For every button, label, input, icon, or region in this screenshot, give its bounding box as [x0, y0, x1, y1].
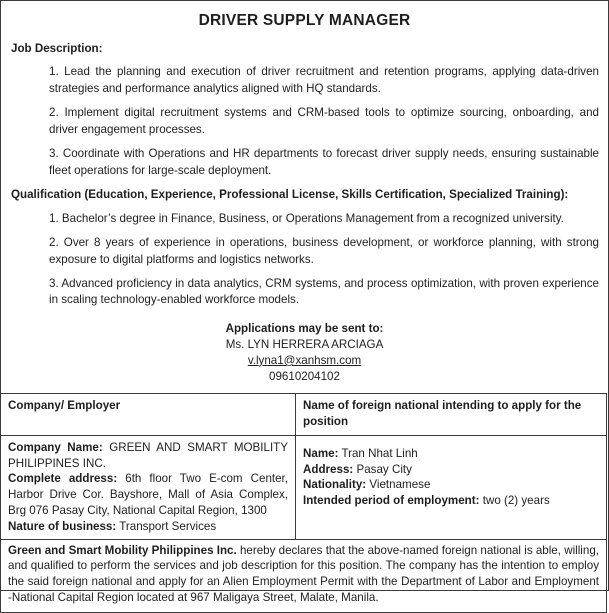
company-address-value: 6th floor Two E-com Center, Harbor Drive Cor. Bayshore, Mall of Asia Complex, Brg 076 Pasay City, National Capital Region, 1300 — [8, 472, 289, 517]
job-description-item: 2. Implement digital recruitment systems and CRM-based tools to optimize sourcing, onboarding, and driver engagement processes. — [49, 106, 599, 136]
business-nature-value: Transport Services — [119, 519, 217, 533]
applications-block — [1, 321, 608, 385]
qualification-heading: Qualification (Education, Experience, Professional License, Skills Certification, Specialized Training): — [11, 188, 569, 202]
nationality-label: Nationality: — [303, 478, 367, 492]
applications-heading: Applications may be sent to: — [225, 321, 384, 335]
employer-table — [0, 393, 607, 613]
foreign-national-column-header: Name of foreign national intending to apply for the position — [296, 394, 607, 436]
company-details-cell — [1, 435, 296, 539]
contact-email-link[interactable]: v.lyna1@xanhsm.com — [247, 353, 362, 367]
national-address-label: Address: — [303, 462, 354, 476]
employer-column-header: Company/ Employer — [1, 394, 296, 436]
qualification-item: 1. Bachelor’s degree in Finance, Business, or Operations Management from a recognized university. — [49, 211, 564, 225]
contact-phone: 09610204102 — [269, 369, 340, 383]
page-title: DRIVER SUPPLY MANAGER — [198, 12, 411, 29]
business-nature-label: Nature of business: — [8, 519, 117, 533]
qualification-item: 2. Over 8 years of experience in operations, business development, or workforce planning, with strong exposure to digital platforms and logistics networks. — [49, 236, 599, 266]
qualification-item: 3. Advanced proficiency in data analytics, CRM systems, and process optimization, with proven experience in scaling technology-enabled workforce models. — [49, 276, 599, 307]
nationality-value: Vietnamese — [369, 478, 431, 492]
employment-period-label: Intended period of employment: — [303, 494, 480, 508]
declaration-text: hereby declares that the above-named foreign national is able, willing, and qualified to perform the services and job description for this position. The company has the intention to employ the said foreign national and apply for an Alien Employment Permit with the Department of Labor and Employment -National Capital Region located at 967 Maligaya Street, Malate, Manila. — [8, 543, 599, 605]
job-description-item: 1. Lead the planning and execution of driver recruitment and retention programs, applying data-driven strategies and performance analytics aligned with HQ standards. — [49, 65, 599, 95]
contact-name: Ms. LYN HERRERA ARCIAGA — [225, 337, 384, 351]
declaration-cell — [1, 539, 607, 613]
national-name-value: Tran Nhat Linh — [341, 446, 418, 460]
company-name-label: Company Name: — [8, 440, 103, 454]
company-address-label: Complete address: — [8, 472, 118, 486]
national-address-value: Pasay City — [356, 462, 412, 476]
declaration-company-name: Green and Smart Mobility Philippines Inc. — [8, 543, 237, 557]
employment-period-value: two (2) years — [482, 494, 550, 508]
job-description-heading: Job Description: — [11, 42, 103, 55]
job-description-item: 3. Coordinate with Operations and HR departments to forecast driver supply needs, ensuring sustainable fleet operations for large-scale deployment. — [49, 147, 599, 177]
national-name-label: Name: — [303, 446, 339, 460]
company-name-value: GREEN AND SMART MOBILITY PHILIPPINES INC. — [8, 440, 288, 470]
foreign-national-details-cell — [296, 435, 607, 539]
